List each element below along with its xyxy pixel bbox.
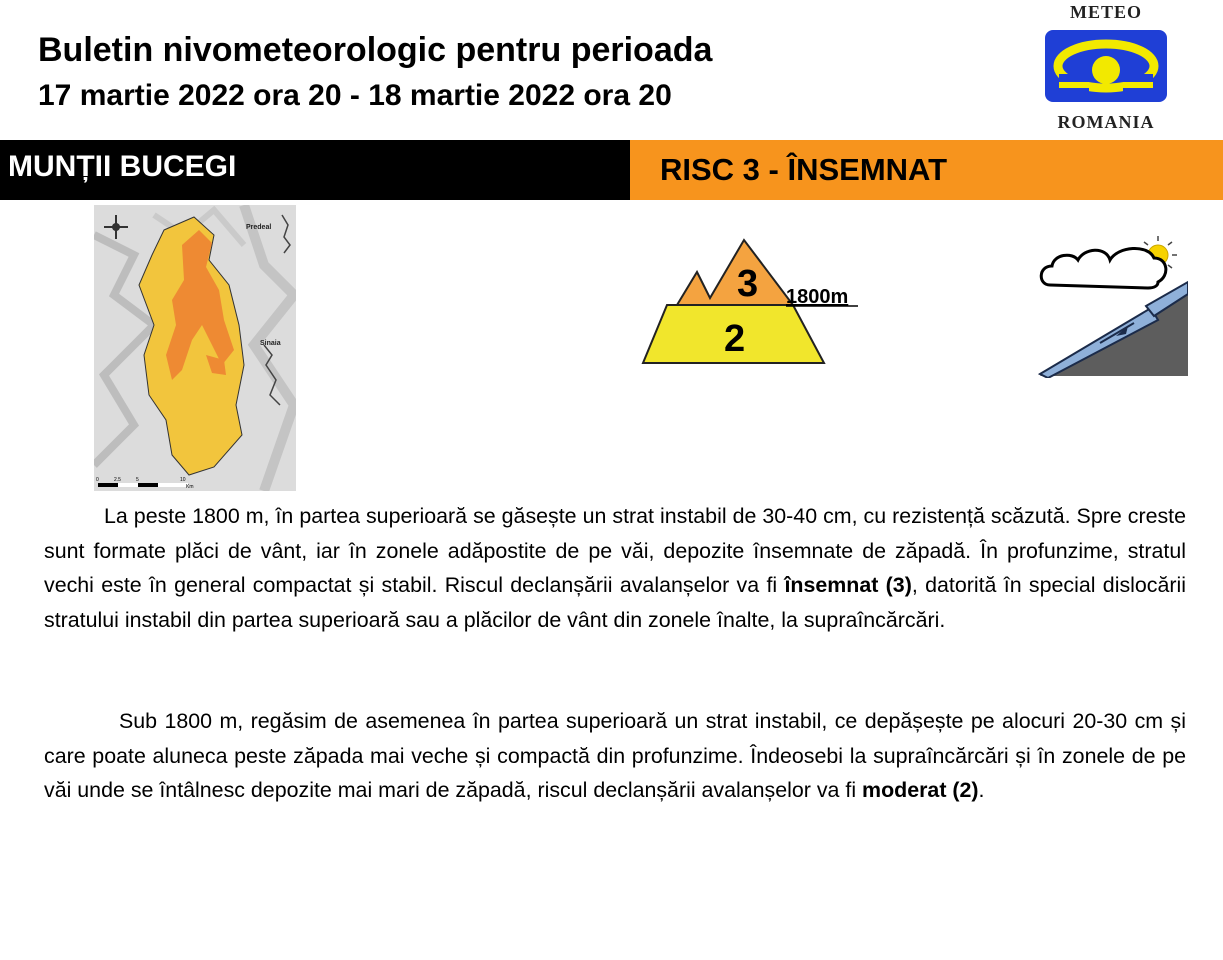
map-label-predeal: Predeal [246,224,272,231]
scale-label-2-5: 2.5 [114,477,121,483]
pyramid-upper-band [677,240,793,305]
logo-bottom-text: ROMANIA [1057,112,1155,132]
risk-level-label: RISC 3 - ÎNSEMNAT [660,152,948,187]
risk-band [630,140,1223,200]
paragraph-above-1800m [44,499,1186,637]
pyramid-lower-level: 2 [724,318,746,360]
cloud-icon [1041,248,1166,288]
p2-risk-emphasis: moderat (2) [862,778,979,802]
p1-text-before: La peste 1800 m, în partea superioară se găsește un strat instabil de 30-40 cm, cu rezistență scăzută. Spre creste sunt formate plăci de vânt, iar în zonele adăpostite de pe văi, depozite însemnate de zăpadă. În profunzime, stratul vechi este în general compactat și stabil. Riscul declanșării avalanșelor va fi [44,504,1186,597]
scale-label-0: 0 [96,477,99,483]
scale-unit: Km [186,484,194,490]
paragraph-below-1800m [44,704,1186,808]
region-name: MUNȚII BUCEGI [8,150,237,183]
logo-top-text: METEO [1069,2,1142,22]
bulletin-title: Buletin nivometeorologic pentru perioada [38,31,713,69]
p2-text-after: . [978,778,985,802]
risk-pyramid [640,238,870,368]
scale-label-10: 10 [180,477,186,483]
meteo-logo-icon [1045,30,1167,102]
pyramid-upper-level: 3 [737,263,759,305]
weather-slope-icon [1036,228,1188,378]
p1-risk-emphasis: însemnat (3) [784,573,912,597]
p2-text-before: Sub 1800 m, regăsim de asemenea în partea superioară un strat instabil, ce depășește pe alocuri 20-30 cm și care poate aluneca peste zăpada mai veche și compactă din profunzime. Îndeosebi la supraîncărcări și în zonele de pe văi unde se întâlnesc depozite mai mari de zăpadă, riscul declanșării avalanșelor va fi [44,709,1186,802]
region-band [0,140,630,200]
scale-label-5: 5 [136,477,139,483]
bulletin-period: 17 martie 2022 ora 20 - 18 martie 2022 ora 20 [38,79,672,112]
meteo-romania-logo [1040,0,1172,134]
map-label-sinaia: Sinaia [260,340,281,347]
bucegi-risk-map [94,205,296,491]
altitude-threshold: 1800m [786,286,849,308]
p1-text-after: , datorită în special dislocării stratului instabil din partea superioară sau a plăcilor de vânt din zonele înalte, la supraîncărcări. [44,573,1187,632]
